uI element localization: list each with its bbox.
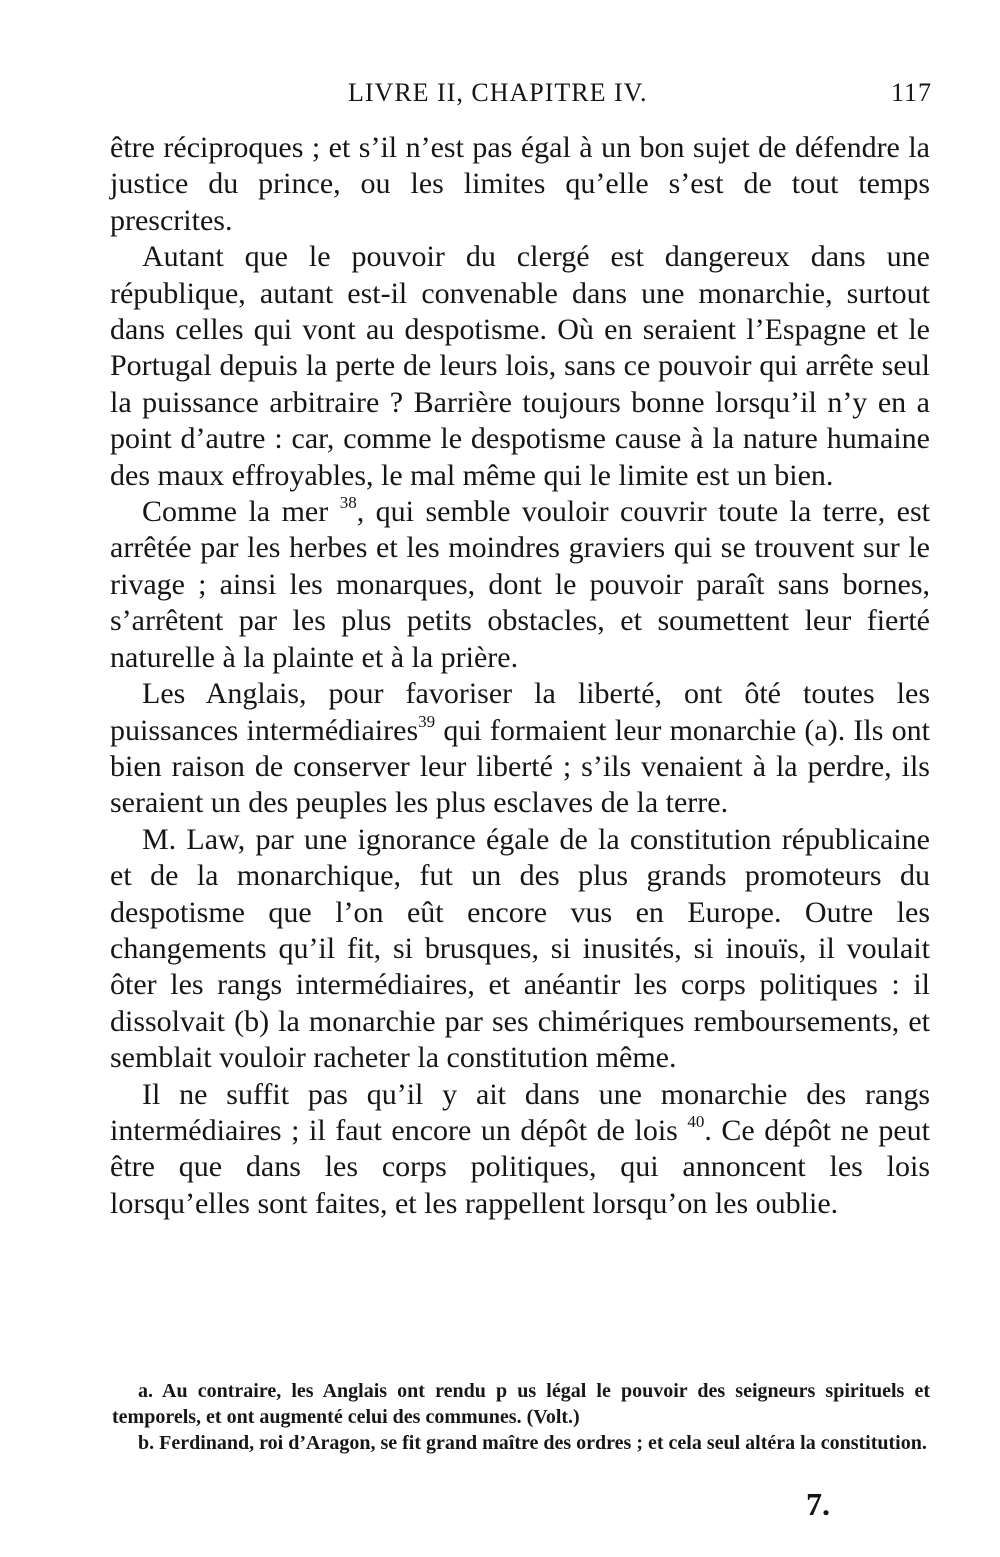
paragraph-law: M. Law, par une ignorance égale de la constitution républicaine et de la monarchique, fut un des plus grands promoteurs du despotisme que l’on eût encore vus en Europe. Outre les changements qu’il fit, si brusques, si inusités, si inouïs, il voulait ôter les rangs intermédiaires, et anéantir les corps politiques : il dissolvait (b) la monarchie par ses chimériques remboursements, et semblait vouloir racheter la constitution même. <box>110 822 930 1075</box>
footnotes <box>112 1378 930 1456</box>
running-head: LIVRE II, CHAPITRE IV. <box>348 78 648 107</box>
footnote-b: b. Ferdinand, roi d’Aragon, se fit grand maître des ordres ; et cela seul altéra la constitution. <box>138 1432 927 1454</box>
page-header <box>110 78 932 118</box>
note-reference-39: 39 <box>418 711 436 731</box>
note-reference-40: 40 <box>687 1111 705 1131</box>
paragraph-continued: être réciproques ; et s’il n’est pas égal à un bon sujet de défendre la justice du prince, ou les limites qu’elle s’est de tout temps prescrites. <box>110 131 930 237</box>
page-number: 117 <box>890 78 932 107</box>
note-reference-38: 38 <box>339 493 357 513</box>
paragraph-english-liberty: Les Anglais, pour favoriser la liberté, ont ôté toutes les puissances intermédiaires$^{39}$ qui formaient leur monarchie (a). Ils ont bien raison de conserver leur liberté ; s’ils venaient à la perdre, ils seraient un des peuples les plus esclaves de la terre. <box>110 677 930 820</box>
paragraph-depot-of-laws: Il ne suffit pas qu’il y ait dans une monarchie des rangs intermédiaires ; il faut encore un dépôt de lois $^{40}$. Ce dépôt ne peut être que dans les corps politiques, qui annoncent les lois lorsqu’elles sont faites, et les rappellent lorsqu’on les oublie. <box>110 1077 930 1220</box>
paragraph-clergy-power: Autant que le pouvoir du clergé est dangereux dans une république, autant est-il convenable dans une monarchie, surtout dans celles qui vont au despotisme. Où en seraient l’Espagne et le Portugal depuis la perte de leurs lois, sans ce pouvoir qui arrête seul la puissance arbitraire ? Barrière toujours bonne lorsqu’il n’y en a point d’autre : car, comme le despotisme cause à la nature humaine des maux effroyables, le mal même qui le limite est un bien. <box>110 240 930 492</box>
signature-mark: 7. <box>806 1486 830 1522</box>
body-text <box>110 130 930 1222</box>
footnote-a: a. Au contraire, les Anglais ont rendu p us légal le pouvoir des seigneurs spirituels et temporels, et ont augmenté celui des communes. (Volt.) <box>112 1380 930 1428</box>
paragraph-sea-comparison: Comme la mer $^{38}$, qui semble vouloir couvrir toute la terre, est arrêtée par les herbes et les moindres graviers qui se trouvent sur le rivage ; ainsi les monarques, dont le pouvoir paraît sans bornes, s’arrêtent par les plus petits obstacles, et soumettent leur fierté naturelle à la plainte et à la prière. <box>110 493 930 674</box>
